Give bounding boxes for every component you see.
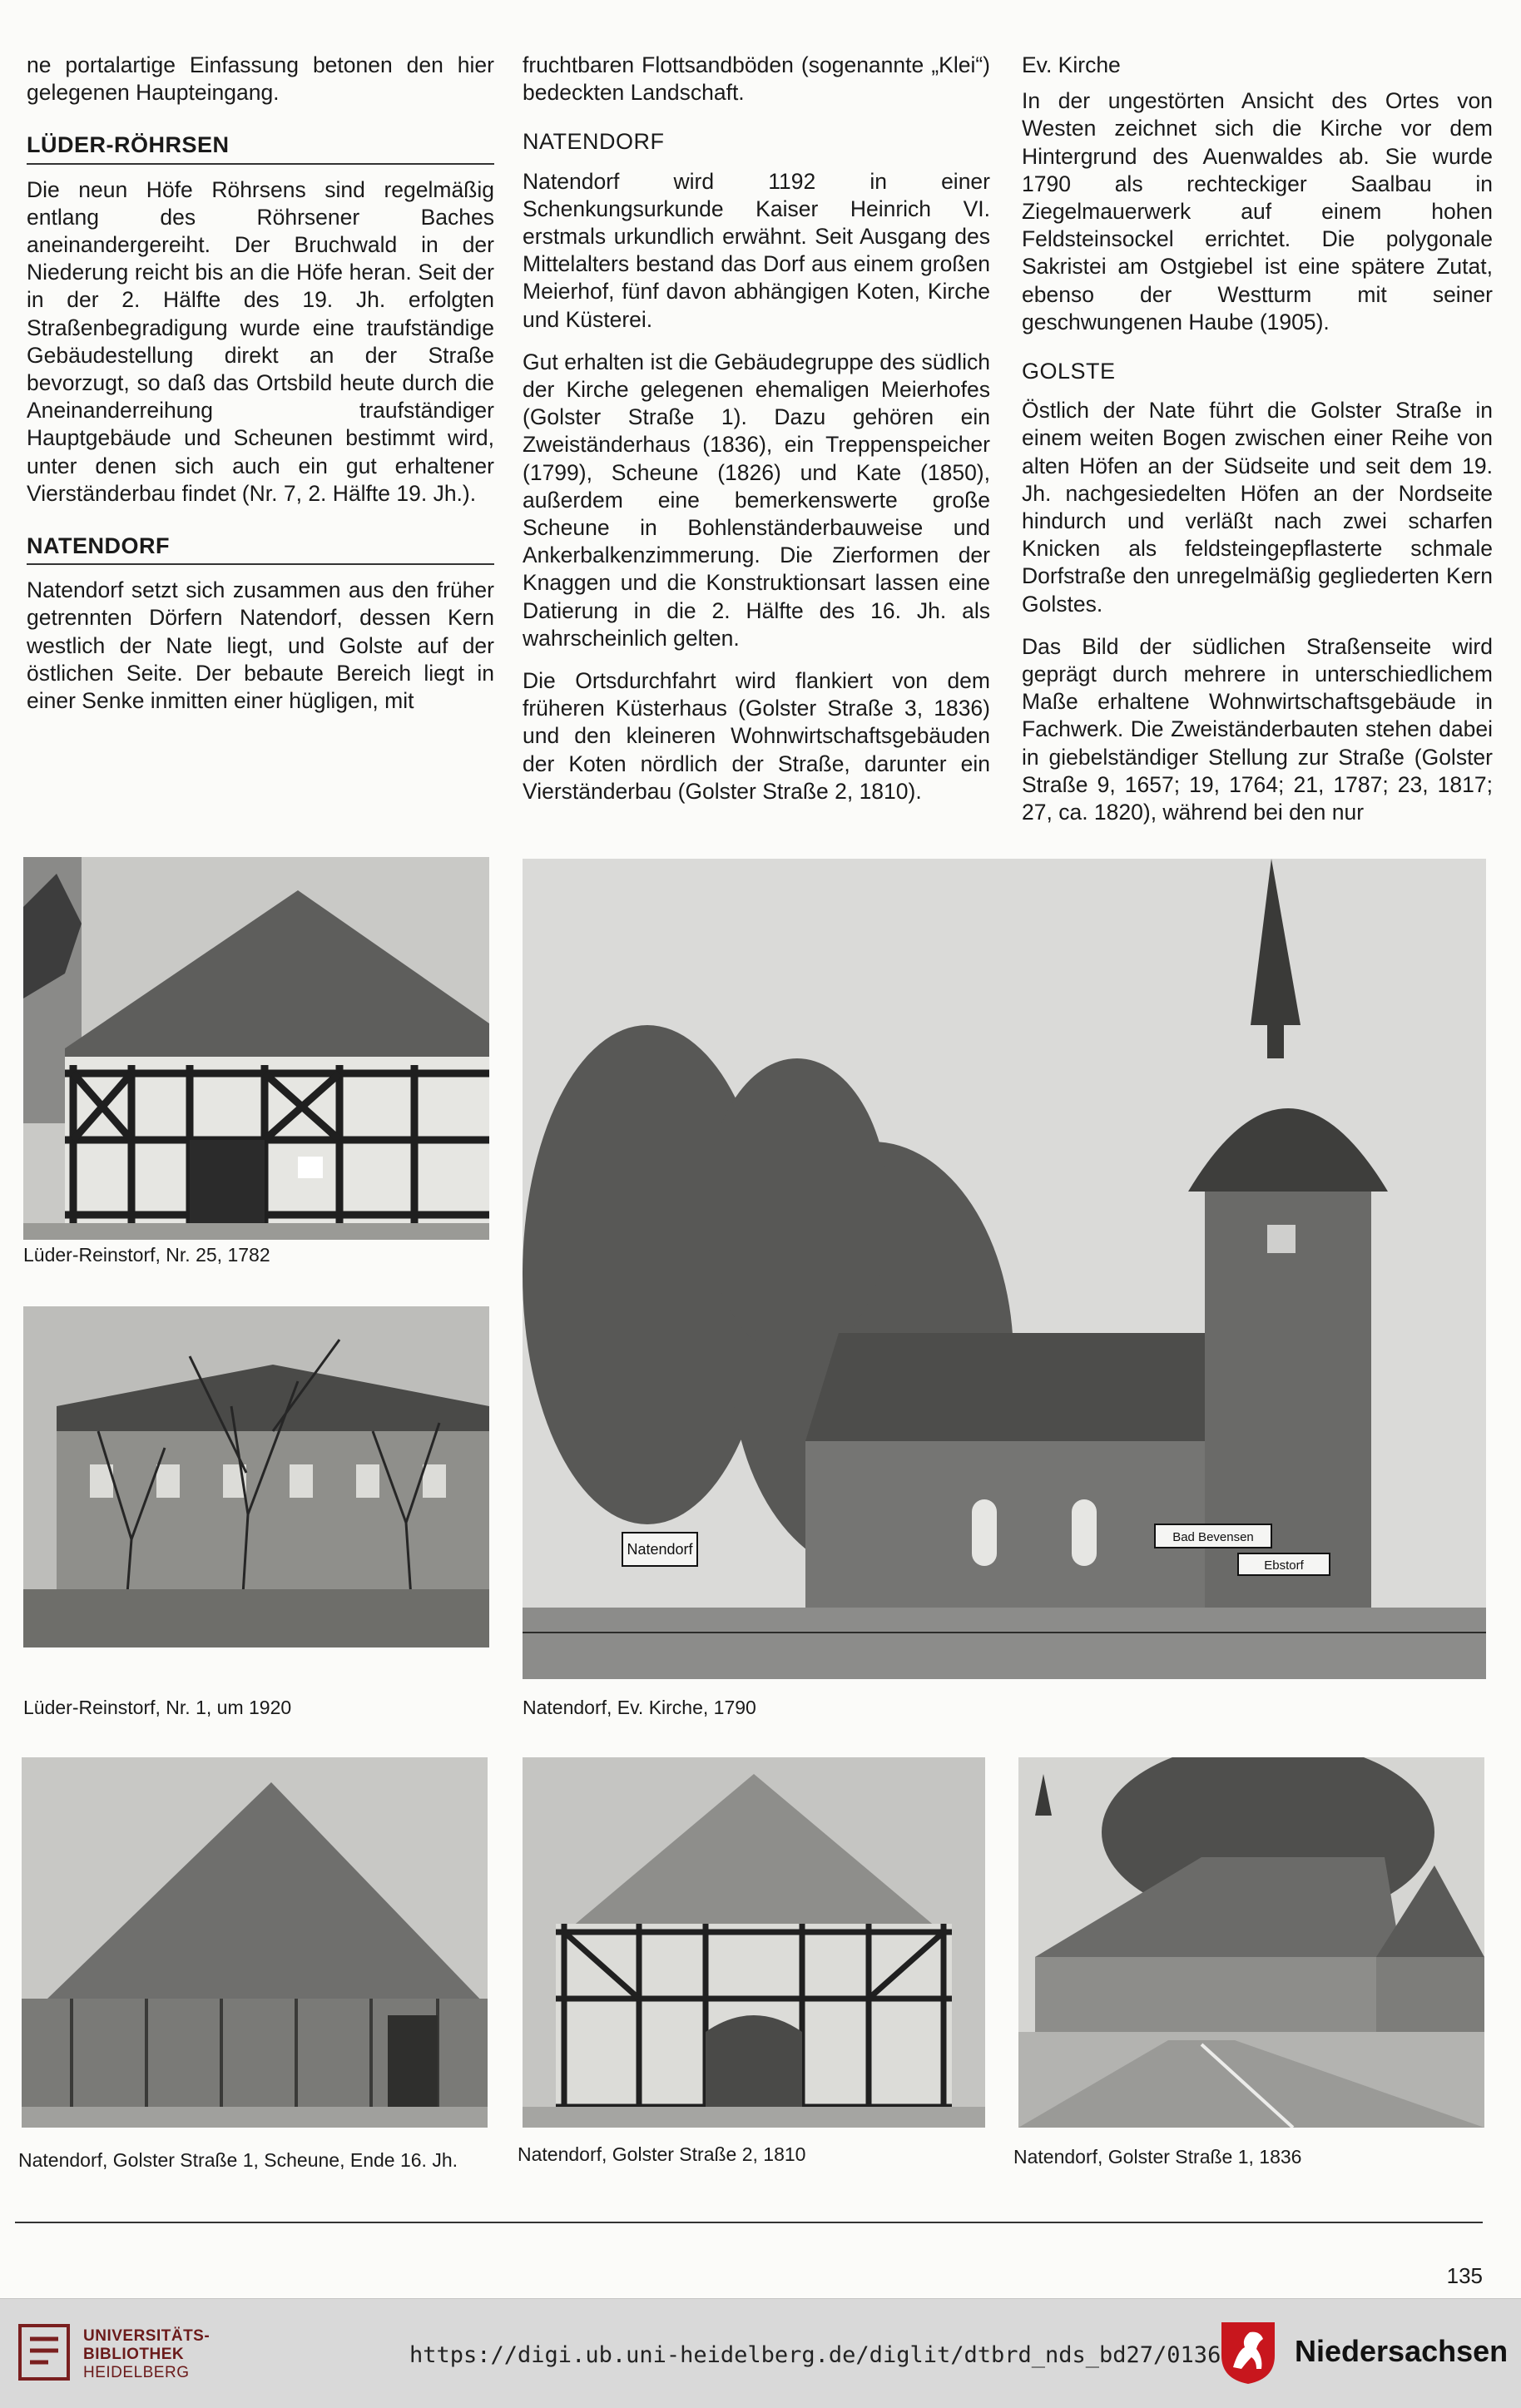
university-library-name[interactable] — [83, 2327, 210, 2382]
library-line-2: BIBLIOTHEK — [83, 2346, 185, 2363]
caption-photo-4: Natendorf, Golster Straße 1, Scheune, Ende 16. Jh. — [18, 2149, 458, 2171]
caption-photo-3: Natendorf, Ev. Kirche, 1790 — [523, 1697, 756, 1718]
paragraph-natendorf-intro: Natendorf setzt sich zusammen aus den früher getrennten Dörfern Natendorf, dessen Kern westlich der Nate liegt, und Golste auf der östlichen Seite. Der bebaute Bereich liegt in einer Senke inmitten einer hügligen, mit — [27, 577, 494, 714]
university-library-logo-icon[interactable] — [15, 2321, 73, 2384]
section-heading-natendorf-2: NATENDORF — [523, 129, 665, 155]
photo-lueder-reinstorf-25 — [23, 857, 489, 1240]
paragraph-landscape: fruchtbaren Flottsandböden (sogenannte „Klei“) bedeckten Landschaft. — [523, 52, 990, 106]
paragraph-kirche: In der ungestörten Ansicht des Ortes von Westen zeichnet sich die Kirche vor dem Hintergrund des Auenwaldes ab. Sie wurde 1790 als rechteckiger Saalbau in Ziegelmauerwerk auf einem hohen Feldsteinsockel errichtet. Die polygonale Sakristei am Ostgiebel ist eine spätere Zutat, ebenso der Westturm mit seiner geschwungenen Haube (1905). — [1022, 88, 1493, 334]
caption-photo-6: Natendorf, Golster Straße 1, 1836 — [1013, 2146, 1302, 2168]
intro-paragraph: ne portalartige Einfassung betonen den hier gelegenen Haupteingang. — [27, 52, 494, 106]
page-number: 135 — [1446, 2263, 1483, 2288]
text-column-1 — [27, 52, 494, 730]
sign-ebstorf: Ebstorf — [1264, 1558, 1304, 1573]
section-heading-natendorf: NATENDORF — [27, 533, 494, 565]
document-url-link[interactable]: https://digi.ub.uni-heidelberg.de/diglit/dtbrd_nds_bd27/0136 — [409, 2342, 1221, 2368]
library-line-1: UNIVERSITÄTS- — [83, 2327, 211, 2345]
subheading-ev-kirche: Ev. Kirche — [1022, 52, 1121, 77]
paragraph-history: Natendorf wird 1192 in einer Schenkungsurkunde Kaiser Heinrich VI. erstmals urkundlich erwähnt. Seit Ausgang des Mittelalters bestand das Dorf aus einem großen Meierhof, fünf davon abhängigen Koten, Kirche und Küsterei. — [523, 168, 990, 332]
photo-lueder-reinstorf-1 — [23, 1306, 489, 1647]
photo-scheune — [22, 1757, 488, 2128]
text-column-2 — [523, 52, 990, 820]
caption-photo-2: Lüder-Reinstorf, Nr. 1, um 1920 — [23, 1697, 292, 1718]
section-heading-golste: GOLSTE — [1022, 359, 1116, 384]
bottom-rule — [15, 2222, 1483, 2223]
caption-photo-5: Natendorf, Golster Straße 2, 1810 — [518, 2143, 806, 2165]
caption-photo-1: Lüder-Reinstorf, Nr. 25, 1782 — [23, 1244, 270, 1266]
footer-bar — [0, 2298, 1521, 2408]
sign-bad-bevensen: Bad Bevensen — [1172, 1530, 1254, 1544]
photo-natendorf-church — [523, 859, 1486, 1679]
paragraph-roehrsen: Die neun Höfe Röhrsens sind regelmäßig entlang des Röhrsener Baches aneinandergereiht. Der Bruchwald in der Niederung reicht bis an die Höfe heran. Seit der in der 2. Hälfte des 19. Jh. erfolgten Straßenbegradigung wurde eine traufständige Gebäudestellung direkt an der Straße bevorzugt, so daß das Ortsbild heute durch die Aneinanderreihung traufständiger Hauptgebäude und Scheunen bestimmt wird, unter denen sich auch ein gut erhaltener Vierständerbau findet (Nr. 7, 2. Hälfte 19. Jh.). — [27, 176, 494, 506]
photo-golster-strasse-1 — [1018, 1757, 1484, 2128]
paragraph-ortsdurchfahrt: Die Ortsdurchfahrt wird flankiert von dem früheren Küsterhaus (Golster Straße 3, 1836) und den kleineren Wohnwirtschaftsgebäuden der Koten nördlich der Straße, darunter ein Vierständerbau (Golster Straße 2, 1810). — [523, 668, 990, 804]
library-line-3: HEIDELBERG — [83, 2364, 190, 2381]
niedersachsen-label[interactable]: Niedersachsen — [1295, 2334, 1509, 2368]
paragraph-golster-strasse: Östlich der Nate führt die Golster Straße in einem weiten Bogen zwischen einer Reihe von alten Höfen an der Südseite und seit dem 19. Jh. nachgesiedelten Höfen an der Nordseite hindurch und verläßt nach zwei scharfen Knicken als feldsteingepflasterte schmale Dorfstraße den unregelmäßig gegliederten Kern Golstes. — [1022, 398, 1493, 617]
sign-natendorf: Natendorf — [627, 1541, 693, 1558]
text-column-3 — [1022, 52, 1493, 841]
section-heading-lueder-roehrsen: LÜDER-RÖHRSEN — [27, 131, 494, 164]
niedersachsen-horse-crest-icon[interactable] — [1216, 2317, 1280, 2387]
paragraph-suedliche-strassenseite: Das Bild der südlichen Straßenseite wird geprägt durch mehrere in unterschiedlichem Maße erhaltene Wohnwirtschaftsgebäude in Fachwerk. Die Zweiständerbauten stehen dabei in giebelständiger Stellung zur Straße (Golster Straße 9, 1657; 19, 1764; 21, 1787; 23, 1817; 27, ca. 1820), während bei den nur — [1022, 633, 1493, 825]
photo-golster-strasse-2 — [523, 1757, 985, 2128]
paragraph-meierhof: Gut erhalten ist die Gebäudegruppe des südlich der Kirche gelegenen ehemaligen Meierhofes (Golster Straße 1). Dazu gehören ein Zweiständerhaus (1836), ein Treppenspeicher (1799), Scheune (1826) und Kate (1850), außerdem eine bemerkenswerte große Scheune in Bohlenständerbauweise und Ankerbalkenzimmerung. Die Zierformen der Knaggen und die Konstruktionsart lassen eine Datierung in die 2. Hälfte des 16. Jh. als wahrscheinlich gelten. — [523, 349, 990, 651]
